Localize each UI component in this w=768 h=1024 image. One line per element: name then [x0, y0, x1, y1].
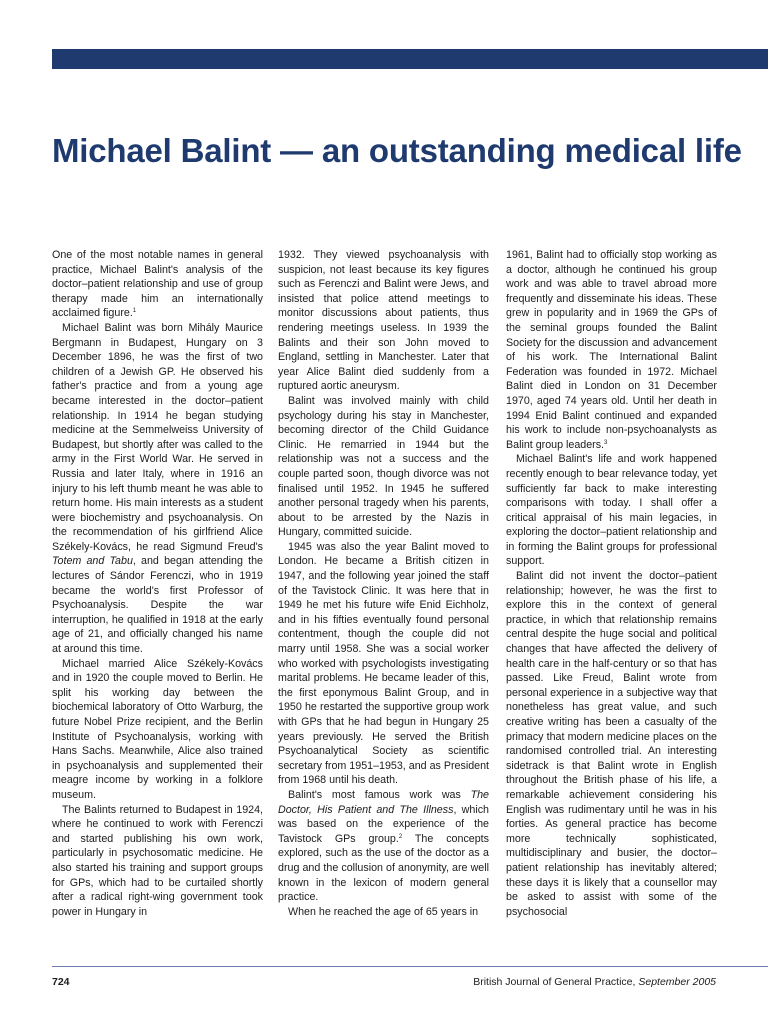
text-segment: Balint's most famous work was	[288, 788, 471, 801]
paragraph	[52, 321, 263, 657]
paragraph	[506, 452, 717, 569]
text-column-2	[278, 248, 489, 919]
issue-date: September 2005	[638, 976, 716, 988]
footer-rule	[52, 966, 768, 967]
text-segment: Balint was involved mainly with child psychology during his stay in Manchester, becoming director of the Child Guidance Clinic. He remarried in 1944 but the relationship was not a success and the couple parted soon, though divorce was not finalised until 1952. In 1945 he suffered another personal tragedy when his parents, about to be arrested by the Nazis in Hungary, committed suicide.	[278, 394, 489, 539]
header-accent-bar	[52, 49, 768, 69]
article-body	[0, 248, 768, 948]
reference-marker: 3	[604, 439, 608, 446]
text-segment: 1945 was also the year Balint moved to London. He became a British citizen in 1947, and the following year joined the staff of the Tavistock Clinic. It was here that in 1949 he met his future wife Enid Eichholz, and in his fifties eventually found personal contentment, though the couple did not marry until 1958. She was a social worker who worked with psychologists investigating marital problems. He became leader of this, the first eponymous Balint Group, and in 1950 he restarted the supportive group work with GPs that he had begun in Hungary 25 years previously. He served the British Psychoanalytical Society as scientific secretary from 1951–1953, and as President from 1968 until his death.	[278, 540, 489, 787]
journal-citation	[473, 976, 716, 988]
italic-title: Totem and Tabu	[52, 555, 133, 568]
paragraph	[52, 248, 263, 321]
text-segment: , and began attending the lectures of Sándor Ferenczi, who in 1919 became the world's first Professor of Psychoanalysis. Despite the war interruption, he qualified in 1918 at the early age of 21, and officially changed his name at around this time.	[52, 555, 263, 656]
paragraph	[506, 248, 717, 452]
text-segment: Balint did not invent the doctor–patient relationship; however, he was the first to explore this in the context of general practice, in which that relationship remains central despite the huge social and political changes that have affected the delivery of health care in the half-century or so that has passed. Like Freud, Balint wrote from personal experience in a subjective way that nonetheless has great value, and such creative writing has been a casualty of the primacy that modern medicine places on the randomised controlled trial. An interesting sidetrack is that Balint wrote in English throughout the British phase of his life, a remarkable achievement considering his English was rudimentary until he was in his forties. As general practice has become more technically sophisticated, multidisciplinary and busier, the doctor–patient relationship has inevitably altered; these days it is likely that a counsellor may be asked to assist with some of the psychosocial	[506, 570, 717, 918]
text-segment: When he reached the age of 65 years in	[288, 905, 479, 918]
text-segment: The Balints returned to Budapest in 1924, where he continued to work with Ferenczi and started publishing his own work, particularly in psychosomatic medicine. He also started his training and support groups for GPs, which had to be curtailed shortly after a radical right-wing government took power in Hungary in	[52, 803, 263, 918]
journal-name: British Journal of General Practice,	[473, 976, 636, 988]
text-segment: , which was based on the experience of the Tavistock GPs group.	[278, 803, 489, 845]
page-number: 724	[52, 976, 70, 988]
paragraph	[52, 803, 263, 920]
article-title: Michael Balint — an outstanding medical life	[52, 132, 742, 169]
paragraph	[278, 394, 489, 540]
reference-marker: 2	[398, 833, 403, 840]
paragraph	[278, 540, 489, 788]
text-segment: Michael Balint's life and work happened recently enough to bear relevance today, yet sufficiently far back to make interesting comparisons with today. I shall offer a critical appraisal of his main legacies, in exploring the doctor–patient relationship and in forming the Balint groups for professional support.	[506, 453, 717, 568]
text-segment: The concepts explored, such as the use of the doctor as a drug and the collusion of anonymity, are well known in the lexicon of modern general practice.	[278, 832, 489, 904]
paragraph	[52, 657, 263, 803]
text-segment: Michael Balint was born Mihály Maurice Bergmann in Budapest, Hungary on 3 December 1896, he was the first of two children of a Jewish GP. He observed his father's practice and from a young age became interested in the doctor–patient relationship. In 1914 he began studying medicine at the Semmelweiss University of Budapest, but shortly after was called to the army in the First World War. He served in Russia and later Italy, where in 1916 an injury to his left thumb meant he was able to return home. His main interests as a student were biochemistry and psychoanalysis. On the recommendation of his girlfriend Alice Székely-Kovács, he read Sigmund Freud's	[52, 321, 263, 553]
text-column-1	[52, 248, 263, 919]
text-segment: One of the most notable names in general practice, Michael Balint's analysis of the doctor–patient relationship and use of group therapy made him an internationally acclaimed figure.	[52, 249, 263, 320]
text-segment: Michael married Alice Székely-Kovács and in 1920 the couple moved to Berlin. He split his working day between the biochemical laboratory of Otto Warburg, the future Nobel Prize recipient, and the Berlin Institute of Psychoanalysis, working with Hans Sachs. Meanwhile, Alice also trained in psychoanalysis and supplemented their meagre income by working in a folklore museum.	[52, 657, 263, 801]
paragraph	[278, 248, 489, 394]
text-segment: 1961, Balint had to officially stop working as a doctor, although he continued his group work and was able to travel abroad more frequently and disseminate his ideas. These grew in popularity and in 1969 the GPs of the seminal groups founded the Balint Society for the discussion and advancement of his work. The International Balint Federation was founded in 1972. Michael Balint died in London on 31 December 1970, aged 74 years old. Until her death in 1994 Enid Balint continued and expanded his work to include non-psychoanalysts as Balint group leaders.	[506, 249, 717, 451]
paragraph	[278, 905, 489, 920]
paragraph	[506, 569, 717, 919]
reference-marker: 1	[132, 308, 137, 315]
paragraph	[278, 788, 489, 905]
text-segment: 1932. They viewed psychoanalysis with suspicion, not least because its key figures such as Ferenczi and Balint were Jews, and insisted that police attend meetings to monitor discussions about patients, thus rendering meetings useless. In 1939 the Balints and their son John moved to England, settling in Manchester. Later that year Alice Balint died suddenly from a ruptured aortic aneurysm.	[278, 249, 489, 393]
italic-title: The Doctor, His Patient and The Illness	[278, 788, 489, 816]
text-column-3	[506, 248, 717, 919]
